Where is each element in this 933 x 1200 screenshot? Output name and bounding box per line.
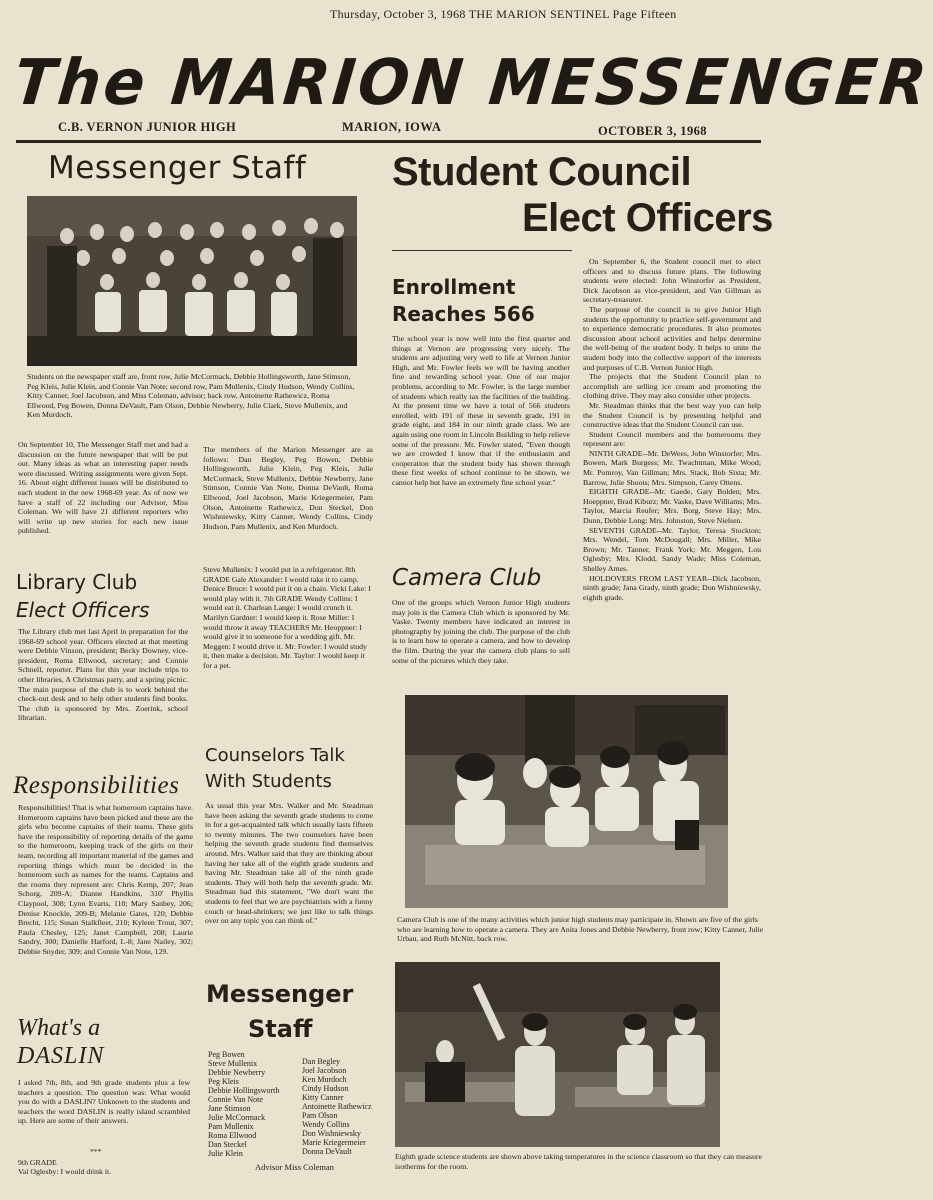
staff-name: Cindy Hudson [302,1084,349,1093]
council-p3: The projects that the Student Council plan to accomplish are selling ice cream and promoting the clothing drive. They may also consider other projects. [583,372,761,401]
folio-line: Thursday, October 3, 1968 THE MARION SENTINEL Page Fifteen [330,7,677,21]
staff-name: Donna DeVault [302,1147,352,1156]
staffbox-col1 [208,1050,304,1158]
camera-photo-image [405,695,728,908]
staff-name: Peg Kleis [208,1077,239,1086]
staffbox-advisor: Advisor Miss Coleman [255,1162,334,1172]
staff-name: Steve Mullenix [208,1059,258,1068]
staff-name: Dan Steckel [208,1140,247,1149]
council-p1: On September 6, the Student council met to elect officers and to discuss future plans. The following students were elected: John Winstorfer as President, Dick Jacobson as vice-president, and Van Gillman as secretary-treasurer. [583,257,761,305]
masthead-rule [16,140,761,143]
daslin-headline-1: What's a [17,1015,101,1041]
counselors-headline-1: Counselors Talk [205,745,345,766]
council-headline-2: Elect Officers [522,196,773,240]
staff-name: Connie Van Note [208,1095,263,1104]
masthead-title: The MARION MESSENGER [10,46,933,120]
daslin-headline-2: DASLIN [17,1043,105,1069]
staff-photo [27,196,357,366]
staffbox-headline-1: Messenger [206,980,354,1008]
staff-name: Joel Jacobson [302,1066,347,1075]
library-headline-2: Elect Officers [16,598,150,622]
staffbox-headline-2: Staff [248,1015,313,1043]
enrollment-body: The school year is now well into the first quarter and things at Vernon are progressing very nicely. The students are adjusting very well to life at Vernon Junior High, and Mr. Fowler feels we will be having another fine and rewarding school year. One of our major problems, according to Mr. Fowler, is the large number of students which really tax the facilities of the building. At the present time we have a total of 566 students enrolled, with 191 of these in seventh grade, 191 in grade eight, and 184 in our ninth grade class. We are again using one room in Lincoln Building to help relieve some of the pressure. Mr. Fowler stated, "Even though we are crowded I know that if the enthusiasm and cooperation that the student body has shown through these first weeks of school continue to be shown, we cannot help but have an extremely fine school year." [392,334,570,487]
camera-headline: Camera Club [392,565,542,591]
council-p8: SEVENTH GRADE--Mr. Taylor, Teresa Stockton; Mrs. Wendel, Tom McDougall; Mrs. Miller, Mike Brown; Mr. Tanner, Frank York; Mr. Meggen, Lou Oglesby; Mrs. Klodd, Sandy Wade; Miss Coleman, Shelley Ames. [583,525,761,573]
science-photo-caption: Eighth grade science students are shown above taking temperatures in the science classroom so that they can measure isotherms for the room. [395,1152,762,1171]
staff-photo-caption: Students on the newspaper staff are, front row, Julie McCormack, Debbie Hollingsworth, Jane Stimson, Peg Kleis, Julie Klein, and Connie Van Note; second row, Pam Mullenix, Cindy Hudson, Wendy Collins, Kitty Canner, Joel Jacobson, and Miss Coleman, advisor; back row, Antoinette Rathewicz, Roma Ellwood, Peg Bowen, Donna DeVault, Pam Olson, Debbie Newberry, Julie Clark, Steve Mullenix, and Ken Murdoch. [27,372,355,419]
council-p7: EIGHTH GRADE--Mr. Gaede, Gary Bolden; Mrs. Hoeppner, Brad Kiburz; Mr. Vaske, Dave Williams; Mrs. Taylor, Marcia Reufer; Mrs. Borg, Steve Hay; Mrs. Dunn, Debbie Long; Mrs. Johnston, Steve Nielsen. [583,487,761,526]
daslin-answer: Val Oglesby: I would drink it. [18,1167,112,1176]
daslin-grade: 9th GRADE [18,1158,57,1167]
science-photo [395,962,720,1147]
science-photo-image [395,962,720,1147]
responsibilities-headline: Responsibilities [13,772,180,799]
staff-name: Jane Stimson [208,1104,251,1113]
city-name: MARION, IOWA [342,120,442,134]
camera-photo [405,695,728,908]
counselors-body: As usual this year Mrs. Walker and Mr. Steadman have been asking the seventh grade students to come in for a get-acquainted talk which usually lasts fifteen to twenty minutes. The two counselors have been helping the seventh grade students find themselves around. Mrs. Walker said that they are thinking about having her take all of the eighth grade students and having Mr. Steadman take all of the ninth grade students. They will both help the seventh grade. Mr. Steadman had this statement, "We don't want the students to feel that we are psychiatrists with a funny couch or head-shrinkers; we just like to talk things over on any topic you can think of." [205,801,373,926]
counselors-headline-2: With Students [205,771,332,792]
camera-body: One of the groups which Vernon Junior High students may join is the Camera Club which is sponsored by Mr. Vaske. Twenty members have indicated an interest in photography by joining the club. The purpose of the club is to learn how to operate a camera, and how to develop the film. During the year the camera club plans to sell some of the pictures which they take. [392,598,570,665]
enrollment-headline-2: Reaches 566 [392,302,535,326]
council-body [583,257,761,602]
issue-date: OCTOBER 3, 1968 [598,124,707,138]
staff-name: Julie Klein [208,1149,243,1158]
staff-name: Don Wishniewsky [302,1129,361,1138]
staff-photo-image [27,196,357,366]
school-name: C.B. VERNON JUNIOR HIGH [58,120,237,134]
staff-name: Ken Murdoch [302,1075,347,1084]
masthead [10,46,933,122]
daslin-body: I asked 7th, 8th, and 9th grade students plus a few teachers a question. The question was: What would you do with a DASLIN? Unknown to the students and teachers the word DASLIN is really island scrambled up. Here are some of their answers. [18,1078,190,1126]
council-p9: HOLDOVERS FROM LAST YEAR--Dick Jacobson, ninth grade; Jana Grady, ninth grade; Don Wishniewsky, eighth grade. [583,573,761,602]
council-p2: The purpose of the council is to give Junior High students the opportunity to practice self-government and to experience democratic procedures. It also promotes discussion about school activities and helps determine the well-being of the student body. It helps to unite the student body into the collective support of the interests and purposes of C.B. Vernon Junior High. [583,304,761,372]
staff-headline: Messenger Staff [48,150,307,186]
staff-name: Julie McCormack [208,1113,266,1122]
staff-name: Kitty Canner [302,1093,344,1102]
council-p4: Mr. Steadman thinks that the best way you can help the Student Council is by presenting helpful and constructive ideas that the Student Council can use. [583,400,761,430]
daslin-stars: *** [90,1147,102,1156]
staff-name: Marie Kriegermeier [302,1138,366,1147]
staff-name: Wendy Collins [302,1120,350,1129]
staff-name: Peg Bowen [208,1050,245,1059]
daslin-answers: Steve Mullenix: I would put in a refrigerator. 8th GRADE Gale Alexander: I would take it to camp. Denice Bruce: I would put it on a chain. Vicki Lake: I would play with it. 7th GRADE Wendy Collins: I would eat it. Charlean Lange: I would crunch it. Marilyn Gardner: I would keep it. Rose Miller: I would throw it away TEACHERS Mr. Heoppner: I would give it to someone for a wedding gift. Mr. Meggen: I would drive it. Mr. Fowler: I would study it, then make a decision. Mr. Taylor: I would keep it for a pet. [203,565,371,670]
staff-name: Antoinette Rathewicz [302,1102,372,1111]
responsibilities-body: Responsibilities! That is what homeroom captains have. Homeroom captains have been picked and these are the girls who become captains of their teams. These girls have the responsibility of reporting details of the game to the homeroom, keeping track of the girls on their team, recording all important material of the games and reporting things which must be decided in the homeroom such as names for the teams. Captains and the rooms they represent are: Chris Kemp, 207; Jean Schorg, 209-A; Dianne Handkins, 310' Phyllis Claypool, 308; Lynn Evarts, 110; Mary Sanbey, 206; Denise Knockle, 209-B; Melanie Gates, 120; Debbie Brecht, 115; Susan Stalkfleet, 210; Kyleen Trout, 307; Paula Chesley, 125; Janet Campbell, 208; Laurie Sandry, 300; Danielle Harford, L-8; Jane Nailey, 302; Debbie Snyder, 309; and Connie Van Note, 129. [18,803,193,956]
council-p6: NINTH GRADE--Mr. DeWees, John Winstorfer; Mrs. Bowen, Mark Burgess; Mr. Twachtman, Mike Wood; Mr. Pomroy, Van Gillman; Mrs. Stack, Bob Sixta; Mr. Barrow, Julie Shoots; Mrs. Simpson, Carey Ottens. [583,448,761,487]
enrollment-headline-1: Enrollment [392,275,516,299]
staff-name: Dan Begley [302,1057,340,1066]
staffbox-col2 [302,1057,394,1156]
staff-name: Pam Olson [302,1111,338,1120]
staff-article-col2: The members of the Marion Messenger are as follows: Dan Begley, Peg Bowen, Debbie Hollingsworth, Julie Klein, Peg Kleis, Julie McCormack, Steve Mullenix, Debbie Newberry, Jane Stimson, Connie Van Note, Donna DeVault, Roma Ellwood, Joel Jacobson, Marie Kriegermeier, Pam Olson, Antoinette Rathewicz, Don Steckel, Don Wishniewsky, Kitty Canner, Wendy Collins, Cindy Hudson, Pam Mullenix, and Ken Murdoch. [203,445,373,531]
council-p5: Student Council members and the homerooms they represent are: [583,429,761,449]
staff-name: Debbie Newberry [208,1068,266,1077]
staff-name: Roma Ellwood [208,1131,257,1140]
staff-article-col1: On September 10, The Messenger Staff met and had a discussion on the future newspaper that will be put out. Many ideas as what an interesting paper needs were discussed. Writing assignments were given Sept. 16. About eight different issues will be distributed to each student in the new 1968-69 year. As of now we have a staff of 22 including our Advisor, Miss Coleman. We will have 21 different reporters who will write up new stories for each new issue published. [18,440,188,536]
library-headline-1: Library Club [16,570,138,594]
council-rule [392,250,572,251]
staff-name: Debbie Hollingsworth [208,1086,280,1095]
council-headline-1: Student Council [392,150,692,194]
staff-name: Pam Mullenix [208,1122,254,1131]
library-body: The Library club met last April in preparation for the 1968-69 school year. Officers elected at that meeting were Debbie Vinson, president; Becky Downey, vice-president, Roma Ellwood, secretary; and Connie Schnell, reporter. Plans for this year include trips to other libraries, A Christmas party, and a spring picnic. The main purpose of the club is to work behind the check-out desk and to help other students find books. The club is sponsored by Mrs. Zoerink, school librarian. [18,627,188,723]
camera-photo-caption: Camera Club is one of the many activities which junior high students may participate in. Shown are five of the girls who are learning how to operate a camera. They are Anita Jones and Debbie Newberry, front row; Kitty Canner, Julie Urban, and Ruth McNitt, back row. [397,915,764,943]
